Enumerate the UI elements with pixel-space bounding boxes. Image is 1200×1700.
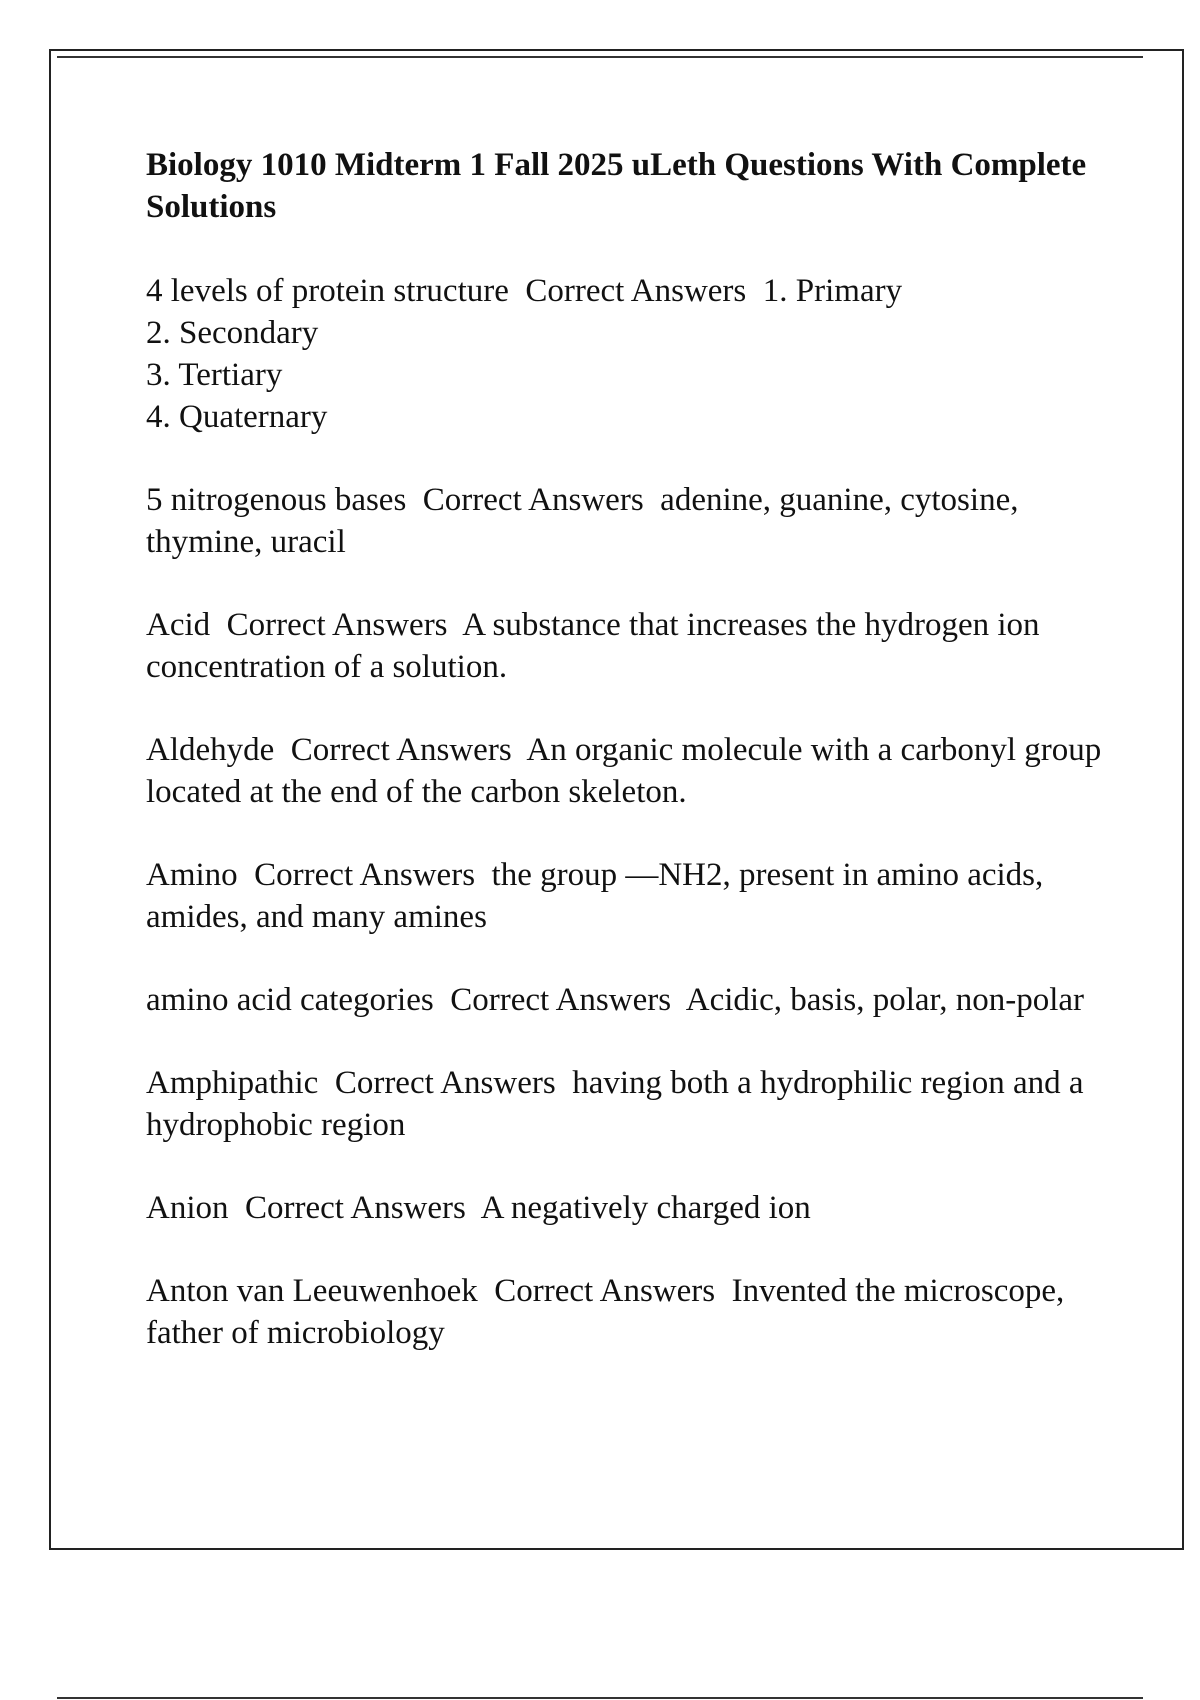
correct-answers-label: Correct Answers xyxy=(334,1065,556,1101)
question-term: Anton van Leeuwenhoek xyxy=(146,1273,478,1309)
answer-text: having both a hydrophilic region and a hydrophobic region xyxy=(146,1065,1084,1143)
question-term: Amphipathic xyxy=(146,1065,319,1101)
answer-text: 1. Primary 2. Secondary 3. Tertiary 4. Quaternary xyxy=(146,273,903,435)
qa-item xyxy=(146,1187,1106,1229)
header-rule xyxy=(57,56,1143,58)
question-term: 5 nitrogenous bases xyxy=(146,482,407,518)
correct-answers-label: Correct Answers xyxy=(226,607,448,643)
qa-item xyxy=(146,270,1106,438)
answer-text: adenine, guanine, cytosine, thymine, uracil xyxy=(146,482,1019,560)
correct-answers-label: Correct Answers xyxy=(422,482,644,518)
correct-answers-label: Correct Answers xyxy=(254,857,476,893)
answer-text: the group —NH2, present in amino acids, amides, and many amines xyxy=(146,857,1044,935)
question-term: 4 levels of protein structure xyxy=(146,273,509,309)
question-term: Anion xyxy=(146,1190,229,1226)
answer-text: Acidic, basis, polar, non-polar xyxy=(685,982,1085,1018)
qa-item xyxy=(146,479,1106,563)
correct-answers-label: Correct Answers xyxy=(245,1190,466,1226)
qa-item xyxy=(146,1062,1106,1146)
answer-text: Invented the microscope, father of microbiology xyxy=(146,1273,1065,1351)
qa-item xyxy=(146,604,1106,688)
footer-rule xyxy=(57,1697,1143,1699)
correct-answers-label: Correct Answers xyxy=(290,732,512,768)
qa-item xyxy=(146,854,1106,938)
question-term: Amino xyxy=(146,857,238,893)
question-term: Acid xyxy=(146,607,211,643)
qa-item xyxy=(146,729,1106,813)
answer-text: A negatively charged ion xyxy=(480,1190,811,1226)
qa-item xyxy=(146,979,1106,1021)
correct-answers-label: Correct Answers xyxy=(525,273,747,309)
answer-text: An organic molecule with a carbonyl group located at the end of the carbon skeleton. xyxy=(146,732,1102,810)
correct-answers-label: Correct Answers xyxy=(494,1273,716,1309)
qa-item xyxy=(146,1270,1106,1354)
question-term: Aldehyde xyxy=(146,732,275,768)
question-term: amino acid categories xyxy=(146,982,434,1018)
correct-answers-label: Correct Answers xyxy=(450,982,672,1018)
answer-text: A substance that increases the hydrogen ion concentration of a solution. xyxy=(146,607,1040,685)
document-body xyxy=(146,144,1106,1395)
document-title: Biology 1010 Midterm 1 Fall 2025 uLeth Questions With Complete Solutions xyxy=(146,147,1087,225)
